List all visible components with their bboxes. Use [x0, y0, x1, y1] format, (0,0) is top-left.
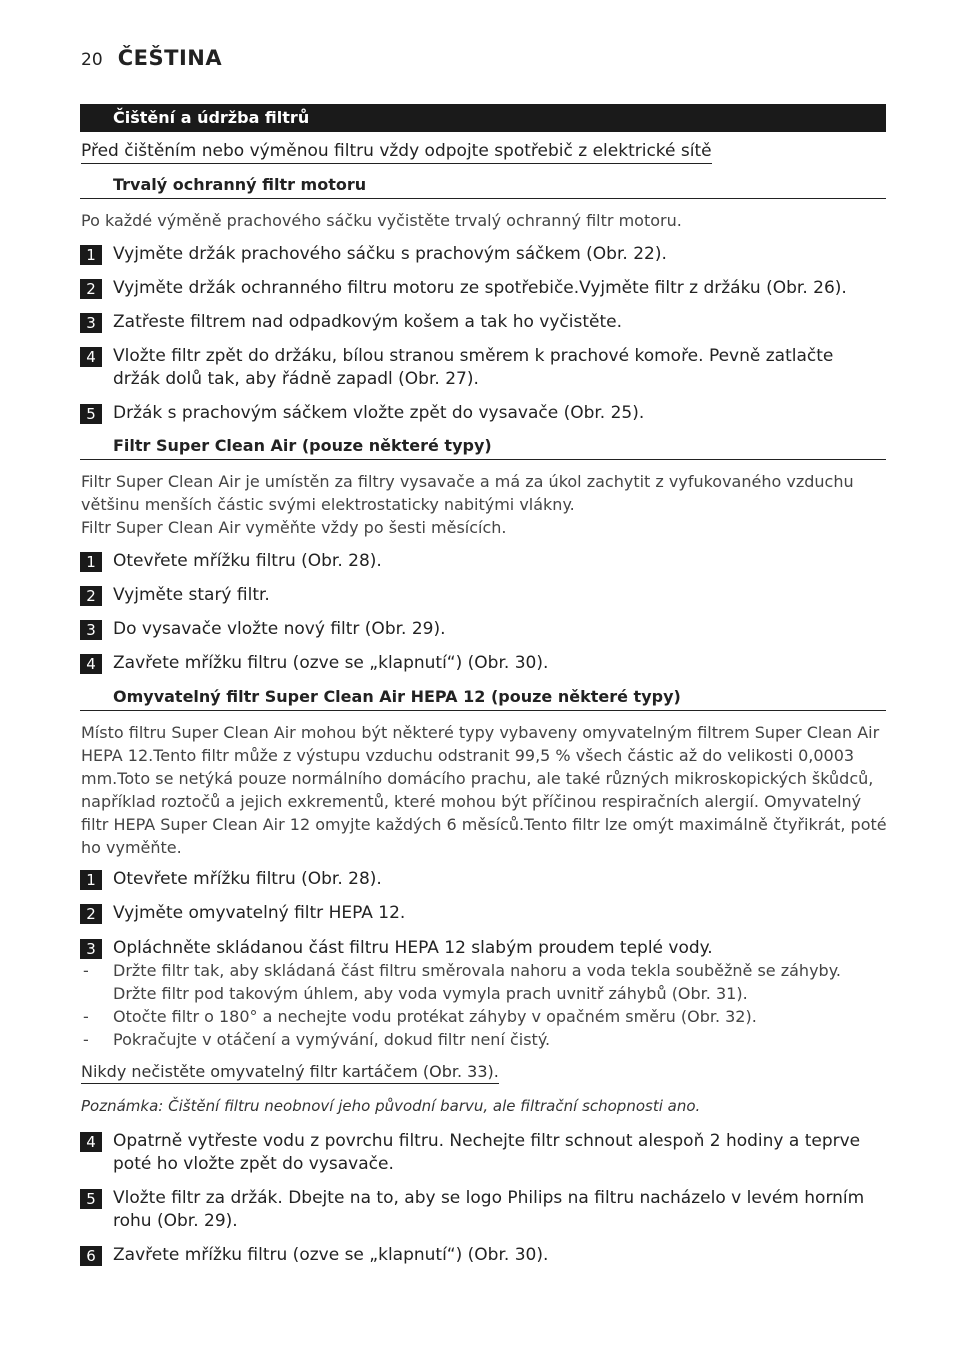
step-item [80, 652, 870, 675]
bullet-text: Držte filtr tak, aby skládaná část filtru směrovala nahoru a voda tekla souběžně se záhyby. Držte filtr pod takovým úhlem, aby voda vymyla prach uvnitř záhybů (Obr. 31). [113, 961, 841, 1003]
section-title: Čištění a údržba filtrů [113, 108, 310, 127]
super-clean-title: Filtr Super Clean Air (pouze některé typy) [113, 436, 492, 455]
step-item [80, 618, 870, 641]
step-number: 2 [80, 586, 102, 606]
step-number: 2 [80, 279, 102, 299]
step-text: Zavřete mřížku filtru (ozve se „klapnutí“) (Obr. 30). [113, 653, 549, 673]
step-text: Zatřeste filtrem nad odpadkovým košem a tak ho vyčistěte. [113, 312, 622, 332]
page-number: 20 [81, 50, 103, 70]
step-number: 1 [80, 870, 102, 890]
step-item [80, 937, 870, 960]
super-clean-intro-1: Filtr Super Clean Air je umístěn za filtry vysavače a má za úkol zachytit z vyfukovaného vzduchu většinu menších částic svými elektrostaticky nabitými vlákny. [81, 472, 854, 514]
step-number: 4 [80, 347, 102, 367]
step-text: Vložte filtr zpět do držáku, bílou stranou směrem k prachové komoře. Pevně zatlačte držák dolů tak, aby řádně zapadl (Obr. 27). [113, 346, 834, 389]
step-number: 6 [80, 1246, 102, 1266]
bullet-item [80, 1005, 880, 1028]
step-item [80, 1130, 870, 1176]
bullet-dash: - [83, 961, 89, 980]
step-item [80, 1187, 870, 1233]
step-number: 4 [80, 1132, 102, 1152]
step-number: 1 [80, 552, 102, 572]
step-item [80, 402, 870, 425]
brush-warning: Nikdy nečistěte omyvatelný filtr kartáčem (Obr. 33). [81, 1062, 499, 1084]
step-text: Opatrně vytřeste vodu z povrchu filtru. Nechejte filtr schnout alespoň 2 hodiny a teprve poté ho vložte zpět do vysavače. [113, 1131, 861, 1174]
step-number: 2 [80, 904, 102, 924]
language-title: ČEŠTINA [117, 46, 223, 70]
hepa-intro: Místo filtru Super Clean Air mohou být některé typy vybaveny omyvatelným filtrem Super Clean Air HEPA 12.Tento filtr může z výstupu vzduchu odstranit 99,5 % všech částic až do velikosti 0,0003 mm.Toto se netýká pouze normálního domácího prachu, ale také různých mikroskopických škůdců, například roztočů a jejich exkrementů, které mohou být příčinou respiračních alergií. Omyvatelný filtr HEPA Super Clean Air 12 omyjte každých 6 měsíců.Tento filtr lze omýt maximálně čtyřikrát, poté ho vyměňte. [81, 723, 887, 857]
step-text: Otevřete mřížku filtru (Obr. 28). [113, 869, 382, 889]
step-item [80, 345, 870, 391]
unplug-warning: Před čištěním nebo výměnou filtru vždy odpojte spotřebič z elektrické sítě [81, 141, 712, 164]
bullet-item [80, 959, 880, 1005]
bullet-dash: - [83, 1007, 89, 1026]
super-clean-intro-2: Filtr Super Clean Air vyměňte vždy po šesti měsících. [81, 518, 507, 537]
step-text: Vyjměte omyvatelný filtr HEPA 12. [113, 903, 406, 923]
step-number: 3 [80, 313, 102, 333]
step-item [80, 1244, 870, 1267]
hepa-title: Omyvatelný filtr Super Clean Air HEPA 12 (pouze některé typy) [113, 687, 681, 706]
motor-filter-heading [80, 175, 886, 199]
step-text: Opláchněte skládanou část filtru HEPA 12 slabým proudem teplé vody. [113, 938, 713, 958]
step-number: 5 [80, 1189, 102, 1209]
bullet-dash: - [83, 1030, 89, 1049]
motor-filter-title: Trvalý ochranný filtr motoru [113, 175, 367, 194]
step-item [80, 550, 870, 573]
step-item [80, 243, 870, 266]
step-text: Držák s prachovým sáčkem vložte zpět do vysavače (Obr. 25). [113, 403, 645, 423]
motor-filter-intro: Po každé výměně prachového sáčku vyčistěte trvalý ochranný filtr motoru. [81, 211, 682, 230]
step-item [80, 868, 870, 891]
bullet-item [80, 1028, 880, 1051]
step-number: 4 [80, 654, 102, 674]
step-item [80, 902, 870, 925]
step-number: 3 [80, 939, 102, 959]
section-title-bar [80, 104, 886, 132]
step-item [80, 277, 870, 300]
step-number: 1 [80, 245, 102, 265]
step-text: Vyjměte starý filtr. [113, 585, 270, 605]
super-clean-heading [80, 436, 886, 460]
step-text: Zavřete mřížku filtru (ozve se „klapnutí“) (Obr. 30). [113, 1245, 549, 1265]
page-header [81, 46, 222, 70]
hepa-heading [80, 687, 886, 711]
step-text: Do vysavače vložte nový filtr (Obr. 29). [113, 619, 446, 639]
step-item [80, 311, 870, 334]
step-text: Vyjměte držák ochranného filtru motoru ze spotřebiče.Vyjměte filtr z držáku (Obr. 26). [113, 278, 847, 298]
super-clean-intro [81, 470, 887, 539]
bullet-text: Otočte filtr o 180° a nechejte vodu protékat záhyby v opačném směru (Obr. 32). [113, 1007, 757, 1026]
step-number: 3 [80, 620, 102, 640]
step-number: 5 [80, 404, 102, 424]
step-item [80, 584, 870, 607]
step-text: Vložte filtr za držák. Dbejte na to, aby se logo Philips na filtru nacházelo v levém horním rohu (Obr. 29). [113, 1188, 865, 1231]
filter-color-note: Poznámka: Čištění filtru neobnoví jeho původní barvu, ale filtrační schopnosti ano. [81, 1097, 701, 1115]
step-text: Otevřete mřížku filtru (Obr. 28). [113, 551, 382, 571]
step-text: Vyjměte držák prachového sáčku s prachovým sáčkem (Obr. 22). [113, 244, 667, 264]
bullet-text: Pokračujte v otáčení a vymývání, dokud filtr není čistý. [113, 1030, 551, 1049]
